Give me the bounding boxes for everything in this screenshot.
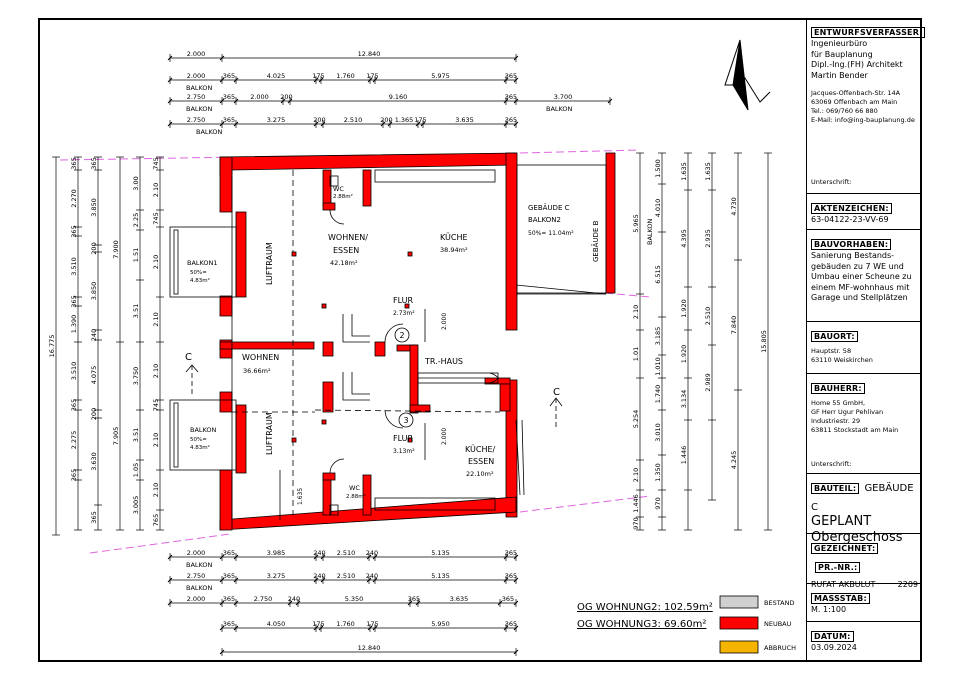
dim-right-c2-label: 1.01 xyxy=(632,346,640,362)
dim-left-c2-label: 200 xyxy=(90,242,98,255)
room-wc1-area: 2.88m² xyxy=(333,194,353,200)
dim-top-r4-label: 365 xyxy=(504,116,518,124)
dim-bottom-r1-label: 3.985 xyxy=(266,549,286,557)
dim-bottom-r1-label: 240 xyxy=(313,549,326,557)
dim-top-r2-label: 1.760 xyxy=(336,72,355,80)
room-balkon-lower: BALKON xyxy=(190,426,217,434)
room-balkon1-area-a: 50%= xyxy=(190,270,207,276)
stair-number-3: 3 xyxy=(403,416,409,425)
dim-right-c3-label: 1.635 xyxy=(680,162,688,181)
site-line: 63110 Weiskirchen xyxy=(811,356,873,364)
room-flur-1-area: 2.73m² xyxy=(393,310,415,317)
site-heading: BAUORT: xyxy=(811,331,858,342)
dim-left-c3-label: 7.900 xyxy=(112,240,120,259)
room-wohnen: WOHNEN xyxy=(242,353,280,362)
plan-status: GEPLANT xyxy=(811,514,872,529)
dimension-chains-left xyxy=(48,157,164,535)
date-value: 03.09.2024 xyxy=(811,643,857,652)
dim-left-c1-label: 2.270 xyxy=(70,189,78,208)
part-value: GEBÄUDE C xyxy=(811,483,914,513)
dim-bottom-r2-label: 365 xyxy=(222,572,236,580)
dim-right-c1-label: 3.185 xyxy=(654,326,662,346)
plan-floor: Obergeschoss xyxy=(811,530,903,545)
dim-left-c5-label: 2.10 xyxy=(152,182,160,198)
author-heading: ENTWURFSVERFASSER: xyxy=(811,27,925,38)
dim-top-r2-label: 365 xyxy=(222,72,236,80)
dim-left-c4-label: 3.51 xyxy=(132,427,140,443)
dim-top-r4-label: 2.510 xyxy=(343,116,363,124)
dim-left-total-label: 16.775 xyxy=(48,334,56,358)
part-heading: BAUTEIL: xyxy=(811,483,859,494)
site-section xyxy=(807,322,922,374)
legend-swatch-neubau xyxy=(720,617,758,629)
dim-bottom-r3-label: 365 xyxy=(222,595,236,603)
dim-top-r3-balkon-left: BALKON xyxy=(186,105,213,113)
room-flur-1: FLUR xyxy=(393,296,414,305)
dim-left-c1-label: 365 xyxy=(70,398,78,412)
dim-top-r2-label: 175 xyxy=(366,72,379,80)
dim-right-c2-label: 2.10 xyxy=(632,467,640,483)
dim-top-r3-label: 365 xyxy=(504,93,518,101)
project-line: gebäuden zu 7 WE und xyxy=(811,261,904,271)
dim-left-c3-label: 7.905 xyxy=(112,426,120,446)
dim-right-c3-label: 4.395 xyxy=(680,229,688,248)
dim-top-r1-label: 12.840 xyxy=(357,50,381,58)
dim-left-c4-label: 3.51 xyxy=(132,303,140,319)
dim-top-r4-label: 365 xyxy=(222,116,236,124)
room-luftraum-2: LUFTRAUM xyxy=(265,412,274,455)
dim-top-r4-label: 3.275 xyxy=(266,116,286,124)
dim-right-c4-label: 2.510 xyxy=(704,306,712,326)
dim-left-c4-label: 3.750 xyxy=(132,366,140,386)
dim-left-c2-label: 240 xyxy=(90,328,98,342)
title-block xyxy=(806,18,922,662)
section-label-right: C xyxy=(553,387,560,398)
dim-bottom-r4-label: 175 xyxy=(366,620,379,628)
dim-right-c3-label: 3.134 xyxy=(680,389,688,409)
dim-left-c1-label: 365 xyxy=(70,468,78,482)
site-line: Hauptstr. 58 xyxy=(811,347,852,355)
dim-left-c5-label: 745 xyxy=(152,212,160,225)
dim-left-c2-label: 365 xyxy=(90,157,98,170)
dim-top-r4-balkon: BALKON xyxy=(196,128,223,136)
area-og-wohnung2: OG WOHNUNG2: 102.59m² xyxy=(577,602,713,613)
dim-left-c2-label: 4.075 xyxy=(90,365,98,385)
room-wohnen-essen-2: ESSEN xyxy=(333,246,360,255)
dim-bottom-r3-label: 365 xyxy=(407,595,421,603)
client-section xyxy=(807,374,922,474)
dim-bottom-r4-label: 175 xyxy=(312,620,325,628)
stair-number-2: 2 xyxy=(399,331,405,340)
dim-bottom-r2-label: 2.750 xyxy=(186,572,206,580)
room-balkon2-area: 50%= 11.04m² xyxy=(528,230,574,237)
client-line: Industriestr. 29 xyxy=(811,417,861,425)
client-line: GF Herr Ugur Pehlivan xyxy=(811,408,884,416)
room-kueche-essen-2: ESSEN xyxy=(468,457,495,466)
signature-label: Unterschrift: xyxy=(811,178,852,186)
dim-top-r4-label: 2.750 xyxy=(186,116,206,124)
drawn-section xyxy=(807,534,922,589)
client-line: 63811 Stockstadt am Main xyxy=(811,426,899,434)
room-wohnen-area: 36.66m² xyxy=(243,367,271,375)
dim-top-r3-label: 3.700 xyxy=(553,93,573,101)
room-wohnen-essen: WOHNEN/ xyxy=(328,233,368,242)
room-balkon1: BALKON1 xyxy=(187,259,218,267)
room-wc2-area: 2.88m² xyxy=(346,494,366,500)
date-heading: DATUM: xyxy=(811,631,854,642)
dim-top-r3-label: 9.160 xyxy=(388,93,408,101)
dim-right-balkon: BALKON xyxy=(646,218,654,245)
dim-left-c1-label: 365 xyxy=(70,157,78,170)
dim-right-c1-label: 1.010 xyxy=(654,357,662,376)
dim-top-r1-label: 2.000 xyxy=(186,50,206,58)
dim-bottom-r2-label: 365 xyxy=(504,572,518,580)
address-line: E-Mail: info@ing-bauplanung.de xyxy=(811,116,915,124)
dim-right-c4-label: 2.989 xyxy=(704,373,712,392)
dim-left-c5-label: 745 xyxy=(152,398,160,412)
dim-top-r4-label: 175 xyxy=(414,116,427,124)
room-wc1: WC xyxy=(333,185,344,193)
dimension-chains-right xyxy=(632,153,772,530)
dim-bottom-r4-label: 4.050 xyxy=(266,620,286,628)
file-heading: AKTENZEICHEN: xyxy=(811,203,892,214)
dim-left-c2-label: 3.850 xyxy=(90,198,98,217)
room-luftraum-1: LUFTRAUM xyxy=(265,242,274,285)
dim-left-c2-label: 200 xyxy=(90,407,98,421)
address-line: Jacques-Offenbach-Str. 14A xyxy=(811,89,901,97)
dim-right-c3-label: 1.920 xyxy=(680,299,688,318)
room-wohnen-essen-area: 42.18m² xyxy=(330,259,358,267)
dim-left-c1-label: 3.510 xyxy=(70,257,78,276)
dim-bottom-r4-label: 365 xyxy=(222,620,236,628)
legend xyxy=(720,596,796,653)
dim-right-c1-label: 4.010 xyxy=(654,198,662,218)
dim-flur-1: 2.000 xyxy=(441,312,448,330)
dim-right-c1-label: 1.740 xyxy=(654,384,662,404)
dim-left-c1-label: 3.510 xyxy=(70,361,78,381)
area-og-wohnung3: OG WOHNUNG3: 69.60m² xyxy=(577,619,707,630)
dim-right-c1-label: 6.515 xyxy=(654,265,662,284)
dim-right-c2-label: 1.446 xyxy=(632,494,640,513)
dim-left-c4-label: 3.00 xyxy=(132,176,140,191)
dim-top-r3-label: 2.000 xyxy=(250,93,269,101)
dim-bottom-r2-label: 3.275 xyxy=(266,572,286,580)
dim-left-c5-label: 765 xyxy=(152,513,160,527)
project-line: Sanierung Bestands- xyxy=(811,251,895,260)
dim-left-c2-label: 3.850 xyxy=(90,281,98,301)
dim-right-c5-label: 4.730 xyxy=(730,197,738,216)
project-line: Garage und Stellplätzen xyxy=(811,293,908,302)
dim-right-c2-label: 2.10 xyxy=(632,304,640,320)
scale-value: M. 1:100 xyxy=(811,605,847,614)
dim-right-c3-label: 1.446 xyxy=(680,445,688,465)
dim-top-r2-label: 5.975 xyxy=(431,72,450,80)
dim-top-r3-label: 200 xyxy=(280,93,293,101)
dim-left-c4-label: 1.51 xyxy=(132,247,140,263)
label-gebaeude-b: GEBÄUDE B xyxy=(592,220,600,262)
dim-left-c5-label: 2.10 xyxy=(152,482,160,498)
dim-left-c2-label: 3.630 xyxy=(90,452,98,471)
dim-top-r3-label: 2.750 xyxy=(186,93,206,101)
dim-bottom-r4-label: 5.950 xyxy=(431,620,450,628)
room-kueche-area: 38.94m² xyxy=(440,246,468,254)
author-line: für Bauplanung xyxy=(811,49,873,59)
dim-left-c2-label: 365 xyxy=(90,511,98,524)
dim-bottom-r1-label: 365 xyxy=(504,549,518,557)
author-address xyxy=(811,89,918,125)
author-line: Martin Bender xyxy=(811,70,868,80)
dim-left-c1-label: 365 xyxy=(70,225,78,238)
legend-neubau: NEUBAU xyxy=(764,620,792,628)
room-balkon-lower-area-a: 50%= xyxy=(190,437,207,443)
legend-abbruch: ABBRUCH xyxy=(764,644,797,652)
author-line: Ingenieurbüro xyxy=(811,39,868,48)
dim-bottom-r1-label: 2.510 xyxy=(336,549,356,557)
room-kueche-essen: KÜCHE/ xyxy=(465,445,496,454)
dim-right-c1-label: 3.010 xyxy=(654,423,662,442)
dim-bottom-r5-label: 12.840 xyxy=(357,644,381,652)
dim-left-c5-label: 2.10 xyxy=(152,432,160,448)
room-flur-2-area: 3.13m² xyxy=(393,448,415,455)
dim-right-c5-label: 4.245 xyxy=(730,450,738,470)
project-heading: BAUVORHABEN: xyxy=(811,239,891,250)
dim-top-r3-balkon-right: BALKON xyxy=(546,105,573,113)
dim-right-c2-label: 5.254 xyxy=(632,409,640,429)
dim-bottom-r2-balkon: BALKON xyxy=(186,584,213,592)
dim-top-r2-label: 4.025 xyxy=(266,72,286,80)
dim-left-c4-label: 3.005 xyxy=(132,495,140,515)
dim-right-c2-label: 970 xyxy=(632,517,640,530)
dim-bottom-r3-label: 5.350 xyxy=(344,595,364,603)
dim-wc2: 1.635 xyxy=(297,487,304,505)
room-treppenhaus: TR.-HAUS xyxy=(425,357,464,366)
file-number: 63-04122-23-VV-69 xyxy=(811,215,889,224)
dim-bottom-r3-label: 240 xyxy=(287,595,301,603)
dim-top-r4-label: 200 xyxy=(380,116,393,124)
author-name xyxy=(811,39,918,81)
dim-top-r2-balkon: BALKON xyxy=(186,84,213,92)
room-wc2: WC xyxy=(349,484,360,492)
dim-right-c3-label: 1.920 xyxy=(680,344,688,364)
dim-top-r2-label: 365 xyxy=(504,72,518,80)
plan-nr-heading: PR.-NR.: xyxy=(815,562,860,573)
dim-flur-2: 2.000 xyxy=(441,427,448,445)
dim-bottom-r1-label: 240 xyxy=(365,549,379,557)
dim-bottom-r2-label: 2.510 xyxy=(336,572,356,580)
legend-swatch-bestand xyxy=(720,596,758,608)
author-section xyxy=(807,18,922,194)
legend-swatch-abbruch xyxy=(720,641,758,653)
dim-top-r4-label: 1.365 xyxy=(394,116,414,124)
dim-left-c1-label: 2.275 xyxy=(70,430,78,450)
dim-left-c5-label: 745 xyxy=(152,157,160,170)
dim-right-c4-label: 1.635 xyxy=(704,162,712,181)
signature-label-2: Unterschrift: xyxy=(811,460,852,468)
dim-left-c4-label: 1.05 xyxy=(132,462,140,478)
client-line: Home 55 GmbH, xyxy=(811,399,866,407)
dim-right-c1-label: 1.350 xyxy=(654,463,662,482)
dim-bottom-r2-label: 240 xyxy=(365,572,379,580)
room-kueche-essen-area: 22.10m² xyxy=(466,470,494,478)
dim-right-total-label: 15.805 xyxy=(760,330,768,353)
dim-right-c4-label: 2.935 xyxy=(704,229,712,248)
date-section xyxy=(807,622,922,660)
dim-right-c1-label: 1.500 xyxy=(654,159,662,178)
plan-number: 2209 xyxy=(897,580,918,589)
dim-bottom-r3-label: 3.635 xyxy=(449,595,469,603)
dim-bottom-r2-label: 5.135 xyxy=(431,572,450,580)
section-label-left: C xyxy=(185,352,192,363)
address-line: Tel.: 069/760 66 880 xyxy=(811,107,878,115)
dim-right-c1-label: 970 xyxy=(654,497,662,510)
dim-right-c5-label: 7.840 xyxy=(730,315,738,335)
room-balkon1-area-b: 4.83m² xyxy=(190,278,210,284)
dim-left-c4-label: 2.25 xyxy=(132,212,140,228)
dim-top-r3-label: 365 xyxy=(222,93,236,101)
dim-left-c5-label: 2.10 xyxy=(152,363,160,379)
part-section xyxy=(807,474,922,545)
legend-bestand: BESTAND xyxy=(764,599,795,607)
dim-bottom-r2-label: 240 xyxy=(313,572,326,580)
dim-top-r2-label: 2.000 xyxy=(186,72,206,80)
dim-bottom-r3-label: 2.000 xyxy=(186,595,206,603)
dim-left-c5-label: 2.10 xyxy=(152,312,160,327)
project-line: Umbau einer Scheune zu xyxy=(811,272,912,281)
dim-bottom-r4-label: 1.760 xyxy=(336,620,355,628)
dim-bottom-r1-label: 5.135 xyxy=(431,549,450,557)
project-line: einem MF-wohnhaus mit xyxy=(811,282,910,292)
client-heading: BAUHERR: xyxy=(811,383,865,394)
room-balkon2-building: GEBÄUDE C xyxy=(528,204,570,212)
dim-top-r4-label: 200 xyxy=(313,116,326,124)
dimension-chains-top xyxy=(168,50,612,136)
dim-bottom-r1-balkon: BALKON xyxy=(186,561,213,569)
scale-section xyxy=(807,584,922,622)
dim-right-c2-label: 5.965 xyxy=(632,214,640,233)
dim-bottom-r3-label: 365 xyxy=(501,595,515,603)
dim-left-c1-label: 365 xyxy=(70,295,78,308)
dim-top-r2-label: 175 xyxy=(312,72,325,80)
file-section xyxy=(807,194,922,230)
dim-left-c1-label: 1.390 xyxy=(70,314,78,334)
scale-heading: MASSSTAB: xyxy=(811,593,870,604)
drawn-by: RUFAT AKBULUT xyxy=(811,580,876,589)
dim-left-c5-label: 2.10 xyxy=(152,254,160,270)
dimension-chains-bottom xyxy=(168,549,518,656)
dim-bottom-r1-label: 2.000 xyxy=(186,549,206,557)
dim-bottom-r3-label: 2.750 xyxy=(253,595,273,603)
dim-top-r4-label: 3.635 xyxy=(455,116,474,124)
drawn-heading: GEZEICHNET: xyxy=(811,543,878,554)
room-balkon2: BALKON2 xyxy=(528,216,561,224)
room-balkon-lower-area-b: 4.83m² xyxy=(190,445,210,451)
room-flur-2: FLUR xyxy=(393,434,414,443)
dim-bottom-r4-label: 365 xyxy=(504,620,518,628)
project-section xyxy=(807,230,922,322)
address-line: 63069 Offenbach am Main xyxy=(811,98,898,106)
room-kueche: KÜCHE xyxy=(440,233,468,242)
north-arrow xyxy=(725,40,770,110)
author-line: Dipl.-Ing.(FH) Architekt xyxy=(811,60,903,69)
dim-bottom-r1-label: 365 xyxy=(222,549,236,557)
